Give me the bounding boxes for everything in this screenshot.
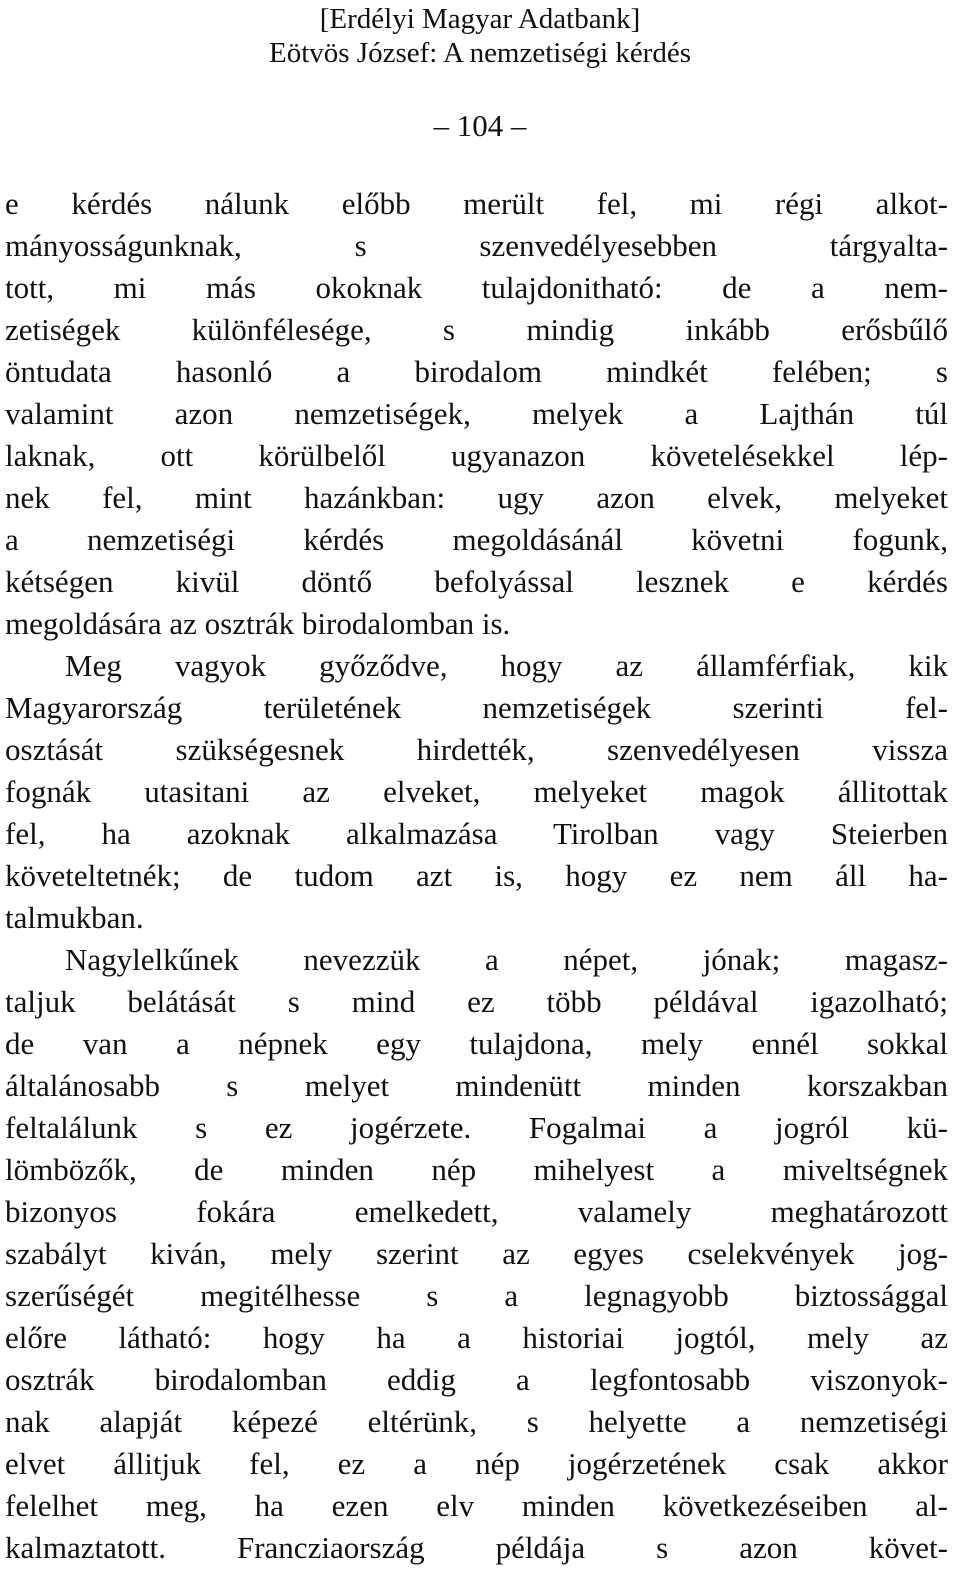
text-line: bizonyos fokára emelkedett, valamely meghatározott	[5, 1194, 948, 1229]
text-line: követeltetnék; de tudom azt is, hogy ez nem áll ha-	[5, 858, 948, 893]
text-line: szerűségét megitélhesse s a legnagyobb biztossággal	[5, 1278, 948, 1313]
text-line: Magyarország területének nemzetiségek szerinti fel-	[5, 690, 948, 725]
text-line: taljuk belátását s mind ez több példával igazolható;	[5, 984, 948, 1019]
text-line: kalmaztatott. Francziaország példája s azon követ-	[5, 1530, 948, 1565]
page-header	[0, 2, 960, 70]
paragraph	[5, 645, 948, 939]
text-line: kétségen kivül döntő befolyással lesznek e kérdés	[5, 564, 948, 599]
text-line: felelhet meg, ha ezen elv minden következéseiben al-	[5, 1488, 948, 1523]
text-line: a nemzetiségi kérdés megoldásánál követni fogunk,	[5, 522, 948, 557]
text-line: általánosabb s melyet mindenütt minden korszakban	[5, 1068, 948, 1103]
text-line: megoldására az osztrák birodalomban is.	[5, 606, 511, 641]
paragraph	[5, 183, 948, 645]
text-line: nak alapját képezé eltérünk, s helyette a nemzetiségi	[5, 1404, 948, 1439]
text-line: fognák utasitani az elveket, melyeket magok állitottak	[5, 774, 948, 809]
text-line: mányosságunknak, s szenvedélyesebben tárgyalta-	[5, 228, 948, 263]
text-line: e kérdés nálunk előbb merült fel, mi régi alkot-	[5, 186, 948, 221]
text-line: osztrák birodalomban eddig a legfontosabb viszonyok-	[5, 1362, 948, 1397]
text-line: szabályt kiván, mely szerint az egyes cselekvények jog-	[5, 1236, 948, 1271]
text-line: tott, mi más okoknak tulajdonitható: de a nem-	[5, 270, 948, 305]
text-line: Nagylelkűnek nevezzük a népet, jónak; magasz-	[65, 942, 948, 977]
text-line: zetiségek különfélesége, s mindig inkább erősbűlő	[5, 312, 948, 347]
text-line: lömbözők, de minden nép mihelyest a miveltségnek	[5, 1152, 948, 1187]
text-line: Meg vagyok győződve, hogy az államférfiak, kik	[65, 648, 948, 683]
paragraph	[5, 939, 948, 1569]
text-line: fel, ha azoknak alkalmazása Tirolban vagy Steierben	[5, 816, 948, 851]
body-text	[5, 183, 948, 1569]
text-line: nek fel, mint hazánkban: ugy azon elvek, melyeket	[5, 480, 948, 515]
text-line: talmukban.	[5, 900, 144, 935]
page-number: – 104 –	[433, 108, 527, 143]
site-title: [Erdélyi Magyar Adatbank]	[319, 3, 641, 35]
text-line: osztását szükségesnek hirdették, szenvedélyesen vissza	[5, 732, 948, 767]
text-line: valamint azon nemzetiségek, melyek a Lajthán túl	[5, 396, 948, 431]
text-line: de van a népnek egy tulajdona, mely ennél sokkal	[5, 1026, 948, 1061]
text-line: laknak, ott körülbelől ugyanazon követelésekkel lép-	[5, 438, 948, 473]
text-line: elvet állitjuk fel, ez a nép jogérzetének csak akkor	[5, 1446, 948, 1481]
work-title: Eötvös József: A nemzetiségi kérdés	[268, 37, 691, 69]
text-line: öntudata hasonló a birodalom mindkét felében; s	[5, 354, 948, 389]
text-line: feltalálunk s ez jogérzete. Fogalmai a jogról kü-	[5, 1110, 948, 1145]
text-line: előre látható: hogy ha a historiai jogtól, mely az	[5, 1320, 948, 1355]
